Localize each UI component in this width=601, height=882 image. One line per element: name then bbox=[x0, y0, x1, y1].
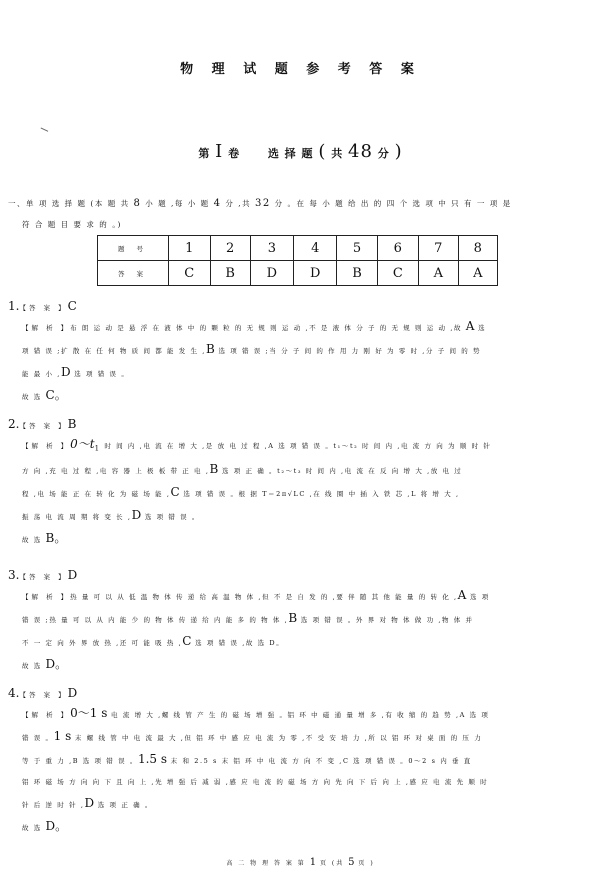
conclusion: 故 选 B。 bbox=[22, 531, 67, 546]
part-numeral: Ⅰ bbox=[215, 141, 224, 162]
score-open: ( bbox=[318, 141, 327, 162]
answer-table-number-row bbox=[98, 236, 498, 261]
score-label: 共 bbox=[331, 147, 344, 160]
stray-mark bbox=[40, 127, 49, 133]
question-number-cell: 6 bbox=[377, 236, 419, 261]
question-answer: B bbox=[67, 417, 77, 431]
answer-table-answer-row bbox=[98, 261, 498, 286]
answer-cell: B bbox=[210, 261, 250, 286]
question-number: 4. bbox=[8, 686, 20, 700]
question-number: 1. bbox=[8, 299, 20, 313]
part-title: 选 择 题 bbox=[267, 147, 314, 160]
answer-tag: 【答 案 】 bbox=[19, 422, 68, 430]
question-answer: C bbox=[67, 299, 77, 313]
score-unit: 分 bbox=[377, 147, 390, 160]
question-2 bbox=[8, 414, 593, 551]
answer-cell: C bbox=[169, 261, 211, 286]
answer-cell: D bbox=[294, 261, 337, 286]
conclusion: 故 选 C。 bbox=[22, 388, 67, 402]
answer-cell: B bbox=[337, 261, 377, 286]
page-number: 1 bbox=[309, 857, 317, 868]
analysis-paragraph: 【解 析 】$0\sim t_1$ 时 间 内 ,电 流 在 增 大 ,是 放 电 过 程 ,A 选 项 错 误 。t₁～t₂ 时 间 内 ,电 流 方 向 为 顺 时 针 方 向 ,充 电 过 程 ,电 容 器 上 极 板 带 正 电 ,B 选 项 正 确 。t₂～t₃ 时 间 内 ,电 流 在 反 向 增 大 ,放 电 过 程 ,电 场 能 正 在 转 化 为 磁 场 能 ,C 选 项 错 误 。根 据 T＝2π√LC ,在 线 圈 中 插 入 铁 芯 ,L 将 增 大 , 振 荡 电 流 周 期 将 变 长 ,D 选 项 错 误 。 bbox=[22, 437, 492, 523]
answer-tag: 【答 案 】 bbox=[19, 573, 68, 581]
question-number-cell: 3 bbox=[250, 236, 293, 261]
page-title: 物 理 试 题 参 考 答 案 bbox=[180, 62, 421, 77]
question-answer: D bbox=[67, 686, 78, 700]
analysis-tag: 【解 析 】 bbox=[22, 442, 71, 450]
section-heading-line-1: 一、单 项 选 择 题 (本 题 共 8 小 题 ,每 小 题 4 分 ,共 32 分 。在 每 小 题 给 出 的 四 个 选 项 中 只 有 一 项 是 bbox=[8, 198, 512, 209]
answer-cell: C bbox=[377, 261, 419, 286]
analysis-paragraph: 【解 析 】热 量 可 以 从 低 温 物 体 传 递 给 高 温 物 体 ,但 不 是 自 发 的 ,要 伴 随 其 他 能 量 的 转 化 ,A 选 项 错 误 ;热 量 可 以 从 内 能 少 的 物 体 传 递 给 内 能 多 的 物 体 ,B 选 项 错 误 。外 界 对 物 体 做 功 ,物 体 并 不 一 定 向 外 界 放 热 ,还 可 能 吸 热 ,C 选 项 错 误 ,故 选 D。 bbox=[22, 588, 490, 648]
row-label-number: 题 号 bbox=[98, 236, 169, 261]
question-number-cell: 7 bbox=[419, 236, 458, 261]
answer-tag: 【答 案 】 bbox=[19, 691, 68, 699]
question-number: 3. bbox=[8, 568, 20, 582]
question-number-cell: 8 bbox=[458, 236, 497, 261]
question-number: 2. bbox=[8, 417, 20, 431]
answer-cell: A bbox=[419, 261, 458, 286]
page-total: 5 bbox=[348, 857, 355, 868]
part-suffix: 卷 bbox=[228, 147, 241, 160]
row-label-answer: 答 案 bbox=[98, 261, 169, 286]
question-1 bbox=[8, 296, 593, 408]
score-value: 48 bbox=[348, 141, 373, 162]
question-number-cell: 1 bbox=[169, 236, 211, 261]
analysis-paragraph: 【解 析 】0～1 s 电 流 增 大 ,螺 线 管 产 生 的 磁 场 增 强 。铝 环 中 磁 通 量 增 多 ,有 收 缩 的 趋 势 ,A 选 项 错 误 。1 s 末 螺 线 管 中 电 流 最 大 ,但 铝 环 中 感 应 电 流 为 零 ,不 受 安 培 力 ,所 以 铝 环 对 桌 面 的 压 力 等 于 重 力 ,B 选 项 错 误 。1.5 s 末 和 2.5 s 末 铝 环 中 电 流 方 向 不 变 ,C 选 项 错 误 。0～2 s 内 垂 直 铝 环 磁 场 方 向 向 下 且 向 上 ,先 增 强 后 减 弱 ,感 应 电 流 的 磁 场 方 向 先 向 下 后 向 上 ,感 应 电 流 先 顺 时 针 后 逆 时 针 ,D 选 项 正 确 。 bbox=[22, 706, 490, 810]
analysis-tag: 【解 析 】 bbox=[22, 711, 71, 719]
answer-table bbox=[97, 235, 498, 286]
analysis-paragraph: 【解 析 】布 朗 运 动 是 悬 浮 在 液 体 中 的 颗 粒 的 无 规 则 运 动 ,不 是 液 体 分 子 的 无 规 则 运 动 ,故 A 选 项 错 误 ;扩 散 在 任 何 物 质 间 都 能 发 生 ,B 选 项 错 误 ;当 分 子 间 的 作 用 力 刚 好 为 零 时 ,分 子 间 的 势 能 最 小 ,D 选 项 错 误 。 bbox=[22, 319, 487, 379]
question-header bbox=[8, 296, 593, 316]
section-heading bbox=[8, 193, 593, 235]
conclusion: 故 选 D。 bbox=[22, 657, 68, 671]
answer-tag: 【答 案 】 bbox=[19, 304, 68, 312]
question-header bbox=[8, 414, 593, 434]
section-heading-line-2: 符 合 题 目 要 求 的 。) bbox=[22, 220, 122, 229]
score-close: ) bbox=[394, 141, 403, 162]
analysis-tag: 【解 析 】 bbox=[22, 324, 71, 332]
part-heading bbox=[0, 141, 601, 162]
answer-cell: A bbox=[458, 261, 497, 286]
conclusion: 故 选 D。 bbox=[22, 819, 68, 833]
page-footer: 高 二 物 理 答 案 第 1 页 (共 5 页 ) bbox=[226, 857, 375, 868]
answer-cell: D bbox=[250, 261, 293, 286]
question-header bbox=[8, 683, 593, 703]
question-answer: D bbox=[67, 568, 78, 582]
part-prefix: 第 bbox=[198, 147, 211, 160]
question-number-cell: 4 bbox=[294, 236, 337, 261]
question-number-cell: 2 bbox=[210, 236, 250, 261]
question-header bbox=[8, 565, 593, 585]
analysis-tag: 【解 析 】 bbox=[22, 593, 71, 601]
question-number-cell: 5 bbox=[337, 236, 377, 261]
question-4 bbox=[8, 683, 593, 839]
question-3 bbox=[8, 565, 593, 677]
